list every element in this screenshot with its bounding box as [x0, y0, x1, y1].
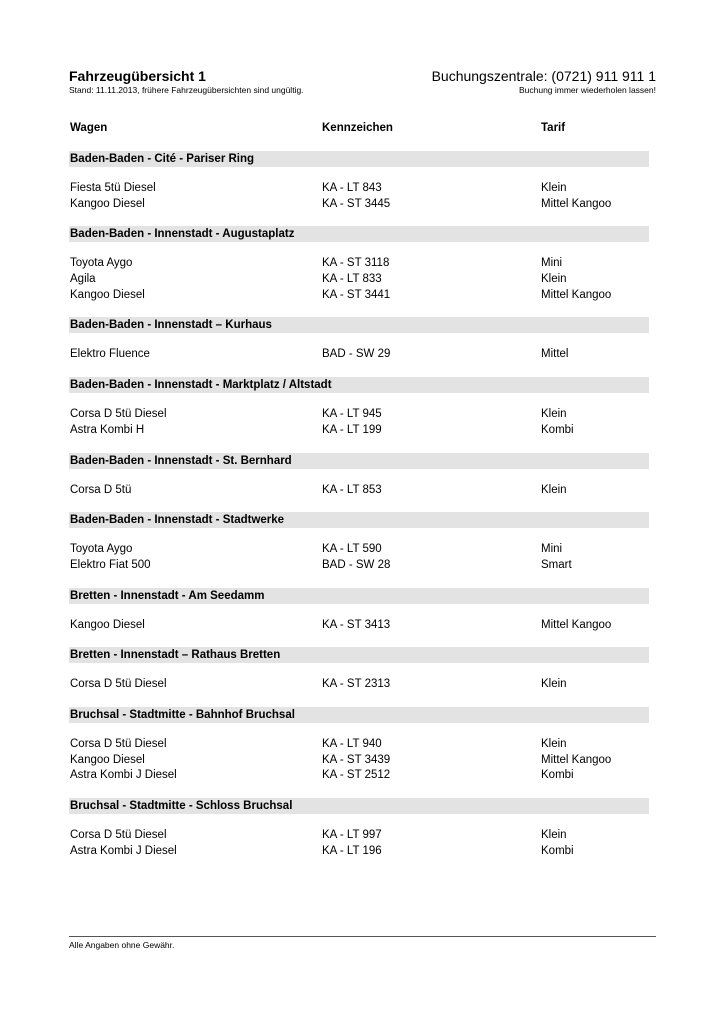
license-plate: KA - ST 3441	[322, 288, 391, 301]
vehicle-row	[69, 347, 649, 363]
station-header: Bruchsal - Stadtmitte - Bahnhof Bruchsal	[69, 707, 649, 723]
vehicle-row	[69, 288, 649, 304]
section-spacer	[69, 528, 649, 542]
station-header: Baden-Baden - Innenstadt - Stadtwerke	[69, 512, 649, 528]
station-section	[69, 377, 649, 452]
vehicle-row	[69, 828, 649, 844]
section-spacer	[69, 303, 649, 317]
footer-disclaimer: Alle Angaben ohne Gewähr.	[69, 940, 175, 950]
vehicle-row	[69, 407, 649, 423]
section-spacer	[69, 498, 649, 512]
vehicle-model: Elektro Fiat 500	[70, 558, 151, 571]
station-section	[69, 512, 649, 587]
page-title: Fahrzeugübersicht 1	[69, 68, 206, 84]
section-spacer	[69, 784, 649, 798]
tariff: Mittel Kangoo	[541, 618, 612, 631]
tariff: Mittel Kangoo	[541, 288, 612, 301]
license-plate: KA - LT 853	[322, 483, 382, 496]
tariff: Klein	[541, 182, 567, 194]
station-section	[69, 151, 649, 226]
license-plate: KA - LT 940	[322, 737, 382, 750]
station-header: Bruchsal - Stadtmitte - Schloss Bruchsal	[69, 798, 649, 814]
stand-note: Stand: 11.11.2013, frühere Fahrzeugübersichten sind ungültig.	[69, 85, 304, 95]
station-section	[69, 588, 649, 648]
tariff: Kombi	[541, 423, 574, 436]
tariff: Smart	[541, 558, 572, 571]
vehicle-model: Astra Kombi J Diesel	[70, 844, 177, 857]
vehicle-model: Corsa D 5tü Diesel	[70, 829, 167, 841]
vehicle-row	[69, 423, 649, 439]
vehicle-model: Corsa D 5tü Diesel	[70, 408, 167, 421]
station-section	[69, 798, 649, 873]
tariff: Klein	[541, 408, 567, 421]
tariff: Mini	[541, 257, 563, 270]
station-header: Bretten - Innenstadt – Rathaus Bretten	[69, 647, 649, 663]
station-section	[69, 647, 649, 707]
station-section	[69, 226, 649, 317]
vehicle-model: Corsa D 5tü	[70, 483, 132, 496]
booking-phone: Buchungszentrale: (0721) 911 911 1	[431, 68, 656, 84]
license-plate: KA - ST 3413	[322, 618, 391, 631]
tariff: Mini	[541, 543, 563, 556]
section-spacer	[69, 859, 649, 873]
license-plate: KA - ST 3118	[322, 257, 390, 270]
station-section	[69, 453, 649, 513]
tariff: Mittel Kangoo	[541, 197, 612, 210]
station-header: Baden-Baden - Cité - Pariser Ring	[69, 151, 649, 167]
vehicle-model: Agila	[70, 273, 96, 286]
vehicle-model: Corsa D 5tü Diesel	[70, 737, 167, 750]
section-spacer	[69, 814, 649, 828]
station-header: Baden-Baden - Innenstadt - Marktplatz / Altstadt	[69, 377, 649, 393]
tariff: Kombi	[541, 769, 574, 782]
tariff: Klein	[541, 737, 567, 750]
section-spacer	[69, 212, 649, 226]
vehicle-row	[69, 844, 649, 860]
license-plate: KA - LT 833	[322, 273, 382, 286]
license-plate: KA - LT 590	[322, 543, 382, 556]
section-spacer	[69, 604, 649, 618]
vehicle-row	[69, 558, 649, 574]
section-spacer	[69, 393, 649, 407]
station-header: Baden-Baden - Innenstadt - Augustaplatz	[69, 226, 649, 242]
section-spacer	[69, 723, 649, 737]
vehicle-row	[69, 256, 649, 272]
license-plate: KA - ST 3439	[322, 753, 391, 766]
license-plate: KA - ST 3445	[322, 197, 391, 210]
tariff: Klein	[541, 483, 567, 496]
section-spacer	[69, 693, 649, 707]
vehicle-model: Corsa D 5tü Diesel	[70, 678, 167, 691]
license-plate: KA - LT 199	[322, 423, 382, 436]
vehicle-model: Elektro Fluence	[70, 348, 150, 361]
vehicle-model: Astra Kombi H	[70, 423, 145, 436]
license-plate: KA - ST 2313	[322, 678, 391, 691]
vehicle-model: Kangoo Diesel	[70, 288, 145, 301]
station-header: Baden-Baden - Innenstadt - St. Bernhard	[69, 453, 649, 469]
section-spacer	[69, 574, 649, 588]
vehicle-row	[69, 483, 649, 499]
tariff: Klein	[541, 829, 567, 841]
license-plate: KA - LT 843	[322, 182, 382, 194]
vehicle-model: Kangoo Diesel	[70, 618, 145, 631]
vehicle-model: Kangoo Diesel	[70, 197, 145, 210]
section-spacer	[69, 242, 649, 256]
vehicle-model: Kangoo Diesel	[70, 753, 145, 766]
vehicle-model: Toyota Aygo	[70, 257, 133, 270]
footer-divider	[69, 936, 656, 937]
vehicle-row	[69, 272, 649, 288]
tariff: Mittel	[541, 348, 569, 361]
section-spacer	[69, 333, 649, 347]
vehicle-row	[69, 618, 649, 634]
tariff: Klein	[541, 273, 567, 286]
vehicle-table	[69, 151, 649, 873]
column-header-tarif: Tarif	[541, 122, 566, 134]
vehicle-row	[69, 768, 649, 784]
license-plate: KA - LT 945	[322, 408, 382, 421]
section-spacer	[69, 439, 649, 453]
vehicle-row	[69, 677, 649, 693]
vehicle-row	[69, 737, 649, 753]
station-header: Baden-Baden - Innenstadt – Kurhaus	[69, 317, 649, 333]
section-spacer	[69, 167, 649, 181]
vehicle-model: Toyota Aygo	[70, 543, 133, 556]
vehicle-row	[69, 181, 649, 197]
station-header: Bretten - Innenstadt - Am Seedamm	[69, 588, 649, 604]
vehicle-row	[69, 753, 649, 769]
station-section	[69, 707, 649, 798]
vehicle-model: Astra Kombi J Diesel	[70, 769, 177, 782]
column-header-wagen: Wagen	[70, 122, 108, 134]
license-plate: KA - ST 2512	[322, 769, 391, 782]
section-spacer	[69, 633, 649, 647]
vehicle-row	[69, 542, 649, 558]
license-plate: BAD - SW 28	[322, 558, 391, 571]
tariff: Mittel Kangoo	[541, 753, 612, 766]
vehicle-row	[69, 197, 649, 213]
column-header-kennzeichen: Kennzeichen	[322, 122, 393, 134]
section-spacer	[69, 663, 649, 677]
booking-hint: Buchung immer wiederholen lassen!	[518, 85, 656, 95]
vehicle-model: Fiesta 5tü Diesel	[70, 182, 156, 194]
section-spacer	[69, 363, 649, 377]
section-spacer	[69, 469, 649, 483]
license-plate: KA - LT 997	[322, 829, 382, 841]
license-plate: BAD - SW 29	[322, 348, 391, 361]
station-section	[69, 317, 649, 377]
tariff: Kombi	[541, 844, 574, 857]
tariff: Klein	[541, 678, 567, 691]
license-plate: KA - LT 196	[322, 844, 382, 857]
